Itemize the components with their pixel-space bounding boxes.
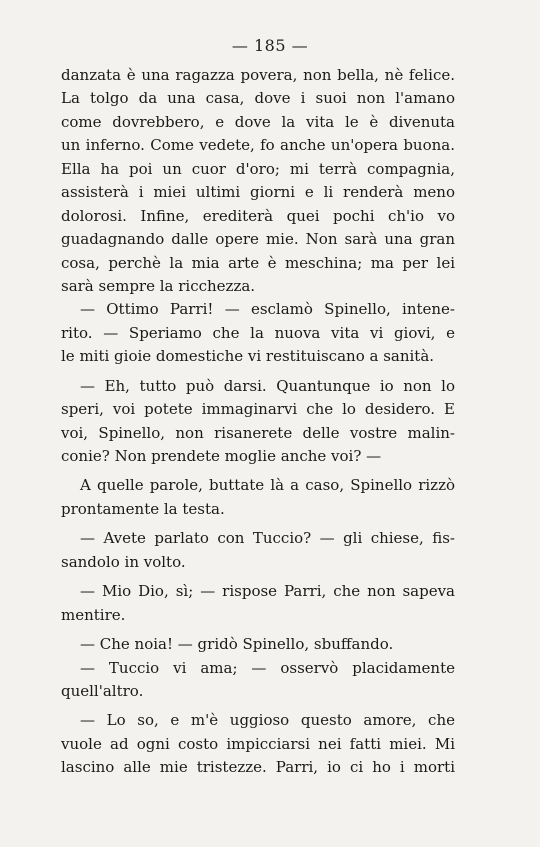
- text-line: — Che noia! — gridò Spinello, sbuffando.: [80, 635, 394, 654]
- text-line: — Ottimo Parri! — esclamò Spinello, intene-: [80, 300, 455, 319]
- text-line: — Mio Dio, sì; — rispose Parri, che non sapeva: [80, 582, 455, 601]
- text-line: le miti gioie domestiche vi restituiscano a sanità.: [61, 347, 435, 366]
- text-line: — Eh, tutto può darsi. Quantunque io non lo: [80, 376, 455, 395]
- text-line: danzata è una ragazza povera, non bella, nè felice.: [61, 66, 455, 84]
- text-line: quell'altro.: [61, 681, 144, 700]
- text-line: mentire.: [61, 605, 126, 624]
- text-line: sandolo in volto.: [61, 552, 186, 571]
- text-line: — Lo so, e m'è uggioso questo amore, che: [80, 711, 455, 730]
- body-text: [61, 64, 455, 780]
- text-line: speri, voi potete immaginarvi che lo desidero. E: [61, 400, 455, 419]
- text-line: rito. — Speriamo che la nuova vita vi giovi, e: [61, 323, 455, 342]
- text-line: guadagnando dalle opere mie. Non sarà una gran: [61, 230, 455, 249]
- text-line: Ella ha poi un cuor d'oro; mi terrà compagnia,: [61, 159, 455, 178]
- text-line: dolorosi. Infine, erediterà quei pochi ch'io vo: [61, 206, 455, 225]
- text-line: come dovrebbero, e dove la vita le è divenuta: [61, 112, 455, 131]
- text-line: A quelle parole, buttate là a caso, Spinello rizzò: [80, 476, 455, 495]
- text-line: voi, Spinello, non risanerete delle vostre malin-: [61, 423, 455, 442]
- text-line: La tolgo da una casa, dove i suoi non l'amano: [61, 89, 455, 108]
- text-line: sarà sempre la ricchezza.: [61, 276, 256, 295]
- page-number: — 185 —: [231, 36, 309, 55]
- text-line: — Avete parlato con Tuccio? — gli chiese, fis-: [80, 529, 455, 548]
- text-line: — Tuccio vi ama; — osservò placidamente: [80, 658, 455, 677]
- text-line: lascino alle mie tristezze. Parri, io ci ho i morti: [61, 758, 455, 777]
- text-line: prontamente la testa.: [61, 499, 225, 518]
- text-line: cosa, perchè la mia arte è meschina; ma per lei: [61, 253, 455, 272]
- text-line: conie? Non prendete moglie anche voi? —: [61, 447, 382, 465]
- text-line: assisterà i miei ultimi giorni e li renderà meno: [61, 183, 455, 202]
- text-line: vuole ad ogni costo impicciarsi nei fatti miei. Mi: [61, 734, 455, 753]
- text-line: un inferno. Come vedete, fo anche un'opera buona.: [61, 136, 455, 155]
